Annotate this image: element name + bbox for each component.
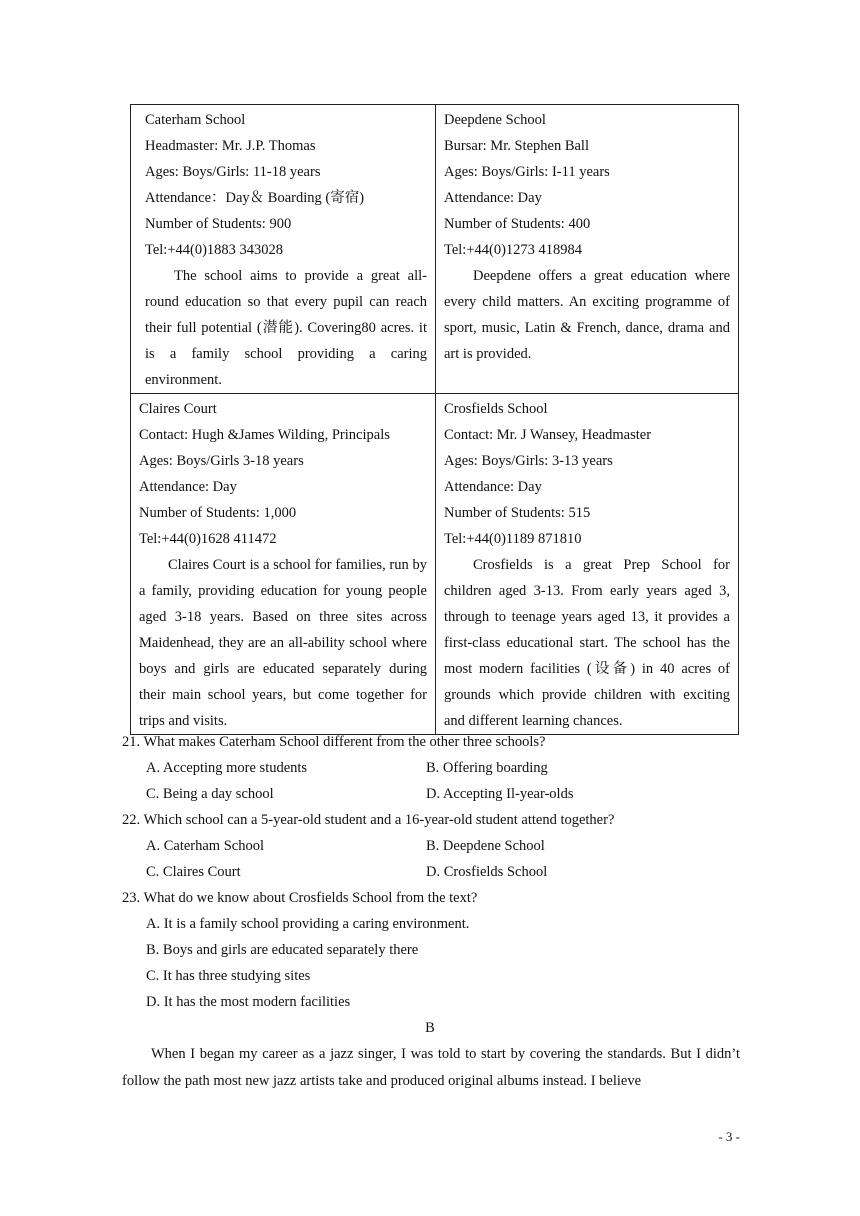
school-cell-caterham: [131, 105, 436, 394]
school-description: Deepdene offers a great education where every child matters. An exciting programme of sport, music, Latin & French, dance, drama and art is provided.: [444, 268, 730, 362]
school-description: Claires Court is a school for families, run by a family, providing education for young people aged 3-18 years. Based on three sites across Maidenhead, they are an all-ability school where boys and girls are educated separately during their main school years, but come together for trips and visits.: [139, 557, 427, 729]
school-attendance: Attendance: Day: [444, 190, 542, 206]
school-students: Number of Students: 1,000: [139, 505, 297, 521]
school-name: Crosfields School: [444, 401, 548, 417]
option-d: D. It has the most modern facilities: [146, 994, 351, 1010]
passage-paragraph: When I began my career as a jazz singer, I was told to start by covering the standards. But I didn’t follow the path most new jazz artists take and produced original albums instead. I believe: [122, 1046, 740, 1089]
school-students: Number of Students: 515: [444, 505, 591, 521]
school-contact: Headmaster: Mr. J.P. Thomas: [145, 138, 316, 154]
school-students: Number of Students: 400: [444, 216, 591, 232]
school-ages: Ages: Boys/Girls: 11-18 years: [145, 164, 321, 180]
school-tel: Tel:+44(0)1883 343028: [145, 242, 284, 258]
option-c: C. Claires Court: [146, 864, 241, 880]
school-cell-deepdene: [436, 105, 739, 394]
school-name: Caterham School: [145, 112, 246, 128]
school-tel: Tel:+44(0)1189 871810: [444, 531, 582, 547]
table-row: [131, 105, 739, 394]
option-d: D. Crosfields School: [426, 864, 548, 880]
option-b: B. Offering boarding: [426, 760, 548, 776]
question-23: 23. What do we know about Crosfields School from the text?: [122, 890, 478, 906]
table-row: [131, 394, 739, 735]
school-description: The school aims to provide a great all-round education so that every pupil can reach their full potential (潜能). Covering80 acres. it is a family school providing a caring environment.: [145, 268, 427, 388]
school-contact: Contact: Hugh &James Wilding, Principals: [139, 427, 390, 443]
school-cell-crosfields: [436, 394, 739, 735]
school-ages: Ages: Boys/Girls: 3-13 years: [444, 453, 613, 469]
option-b: B. Deepdene School: [426, 838, 545, 854]
schools-table: [130, 104, 739, 735]
school-students: Number of Students: 900: [145, 216, 292, 232]
school-contact: Contact: Mr. J Wansey, Headmaster: [444, 427, 652, 443]
school-attendance: Attendance: Day: [139, 479, 237, 495]
option-b: B. Boys and girls are educated separately there: [146, 942, 419, 958]
school-contact: Bursar: Mr. Stephen Ball: [444, 138, 589, 154]
question-22: 22. Which school can a 5-year-old student and a 16-year-old student attend together?: [122, 812, 615, 828]
option-a: A. It is a family school providing a caring environment.: [146, 916, 470, 932]
option-c: C. It has three studying sites: [146, 968, 311, 984]
school-name: Claires Court: [139, 401, 217, 417]
option-a: A. Accepting more students: [146, 760, 308, 776]
school-attendance: Attendance：Day＆ Boarding (寄宿): [145, 190, 365, 206]
option-c: C. Being a day school: [146, 786, 274, 802]
school-ages: Ages: Boys/Girls: I-11 years: [444, 164, 610, 180]
school-cell-claires: [131, 394, 436, 735]
school-ages: Ages: Boys/Girls 3-18 years: [139, 453, 304, 469]
school-name: Deepdene School: [444, 112, 546, 128]
page-number: - 3 -: [718, 1129, 740, 1144]
school-tel: Tel:+44(0)1628 411472: [139, 531, 277, 547]
option-a: A. Caterham School: [146, 838, 264, 854]
question-21: 21. What makes Caterham School different from the other three schools?: [122, 734, 546, 750]
school-attendance: Attendance: Day: [444, 479, 542, 495]
school-description: Crosfields is a great Prep School for children aged 3-13. From early years aged 3, through to teenage years aged 13, it provides a first-class educational start. The school has the most modern facilities (设备) in 40 acres of grounds which provide children with exciting and different learning chances.: [444, 557, 730, 729]
option-d: D. Accepting Il-year-olds: [426, 786, 574, 802]
section-heading: B: [425, 1020, 435, 1036]
school-tel: Tel:+44(0)1273 418984: [444, 242, 583, 258]
